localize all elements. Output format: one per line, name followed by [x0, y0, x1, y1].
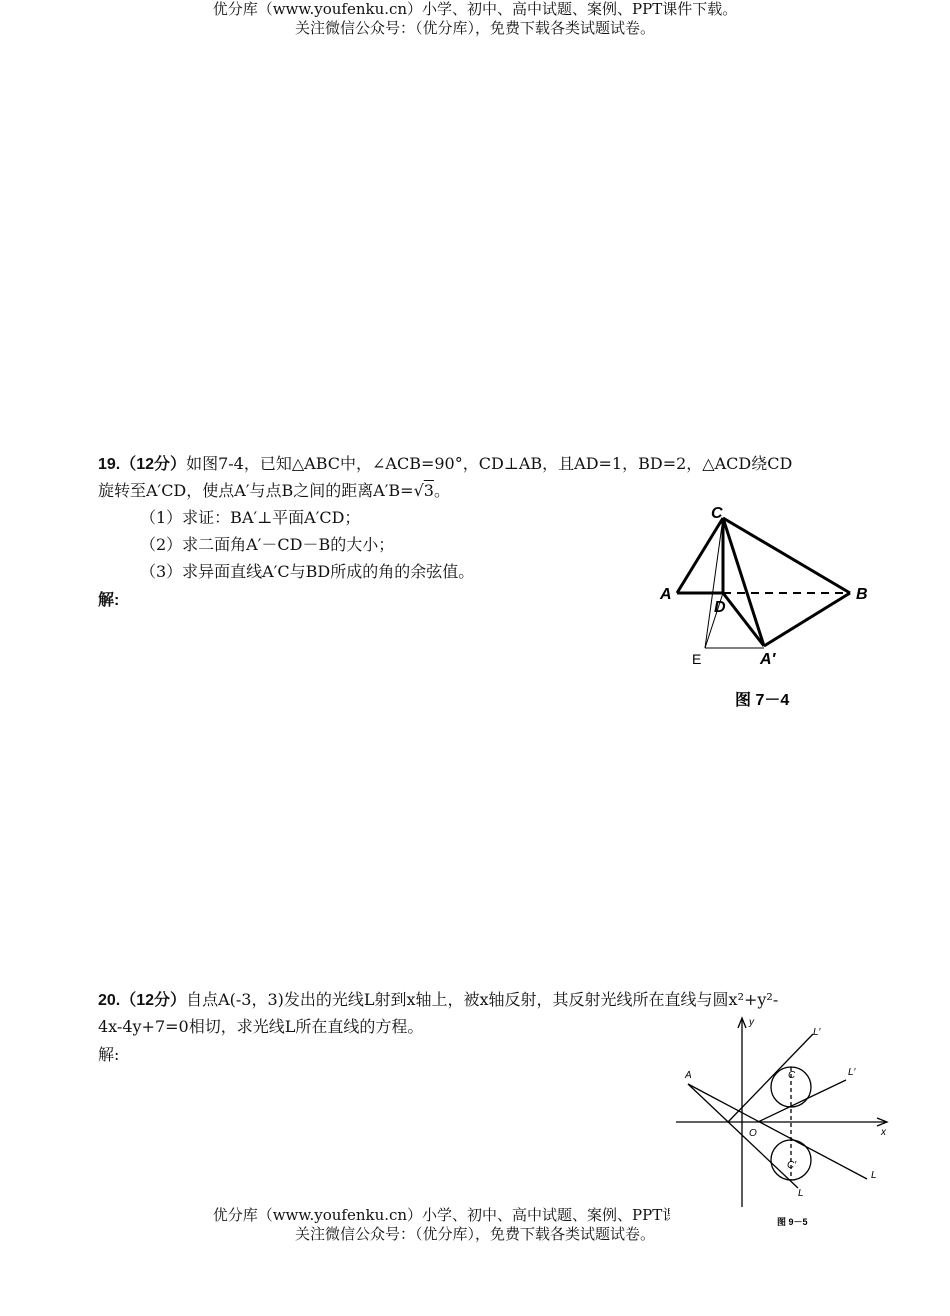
fig95-caption: 图 9－5: [777, 1217, 808, 1227]
header-line-2: 关注微信公众号：（优分库），免费下载各类试题试卷。: [294, 19, 655, 37]
fig95-label-l-1: L: [871, 1170, 877, 1181]
figure-9-5: [670, 1012, 895, 1234]
header-line-1: 优分库（www.youfenku.cn）小学、初中、高中试题、案例、PPT课件下载。: [212, 0, 738, 18]
q19-line-1: [98, 454, 792, 475]
fig95-label-y: y: [749, 1017, 754, 1028]
q20-solve-label: 解:: [98, 1045, 120, 1064]
q19-number: 19.: [98, 456, 121, 473]
fig95-label-a: A: [685, 1070, 692, 1081]
fig95-label-c: C: [788, 1070, 796, 1081]
fig74-label-e: E: [692, 651, 702, 667]
fig74-caption: 图 7－4: [735, 692, 790, 709]
q20-text-1: 自点A(-3，3)发出的光线L射到x轴上，被x轴反射，其反射光线所在直线与圆x²+y²-: [186, 990, 779, 1009]
fig74-label-d: D: [714, 599, 726, 616]
fig95-label-l-2: L: [798, 1188, 804, 1199]
q19-text-2b: 。: [433, 481, 450, 500]
fig74-label-a-prime: A′: [760, 651, 776, 668]
q19-part-2: （2）求二面角A′－CD－B的大小；: [140, 535, 395, 554]
q20-number: 20.: [98, 992, 121, 1009]
figure-7-4: [650, 498, 880, 718]
footer-line-2: 关注微信公众号：（优分库），免费下载各类试题试卷。: [294, 1225, 655, 1243]
q19-part-3: （3）求异面直线A′C与BD所成的角的余弦值。: [140, 562, 475, 581]
q19-line-2: [98, 481, 450, 501]
fig95-label-o: O: [749, 1128, 757, 1139]
q19-part-1: （1）求证：BA′⊥平面A′CD；: [140, 508, 361, 527]
fig74-label-a: A: [660, 586, 672, 603]
fig95-label-x: x: [881, 1127, 886, 1138]
q20-score: （12分）: [120, 992, 187, 1009]
q20-line-1: [98, 990, 778, 1011]
q19-sqrt-value: 3: [423, 481, 434, 500]
sqrt-sign: √: [413, 481, 424, 500]
fig95-label-l-prime-2: L′: [848, 1067, 856, 1078]
fig95-label-l-prime-1: L′: [813, 1027, 821, 1038]
q19-text-2a: 旋转至A′CD，使点A′与点B之间的距离A′B=: [98, 481, 414, 500]
footer-line-1: 优分库（www.youfenku.cn）小学、初中、高中试题、案例、PPT课件下载。: [212, 1206, 738, 1224]
q20-line-2: 4x-4y+7=0相切，求光线L所在直线的方程。: [98, 1017, 424, 1036]
fig95-label-c-prime: C′: [787, 1160, 797, 1171]
q19-solve-label: 解:: [98, 592, 120, 609]
fig74-label-b: B: [856, 586, 868, 603]
fig74-label-c: C: [711, 505, 723, 522]
q19-text-1: 如图7-4，已知△ABC中，∠ACB=90°，CD⊥AB，且AD=1，BD=2，△ACD绕CD: [186, 454, 793, 473]
q19-score: （12分）: [120, 456, 187, 473]
